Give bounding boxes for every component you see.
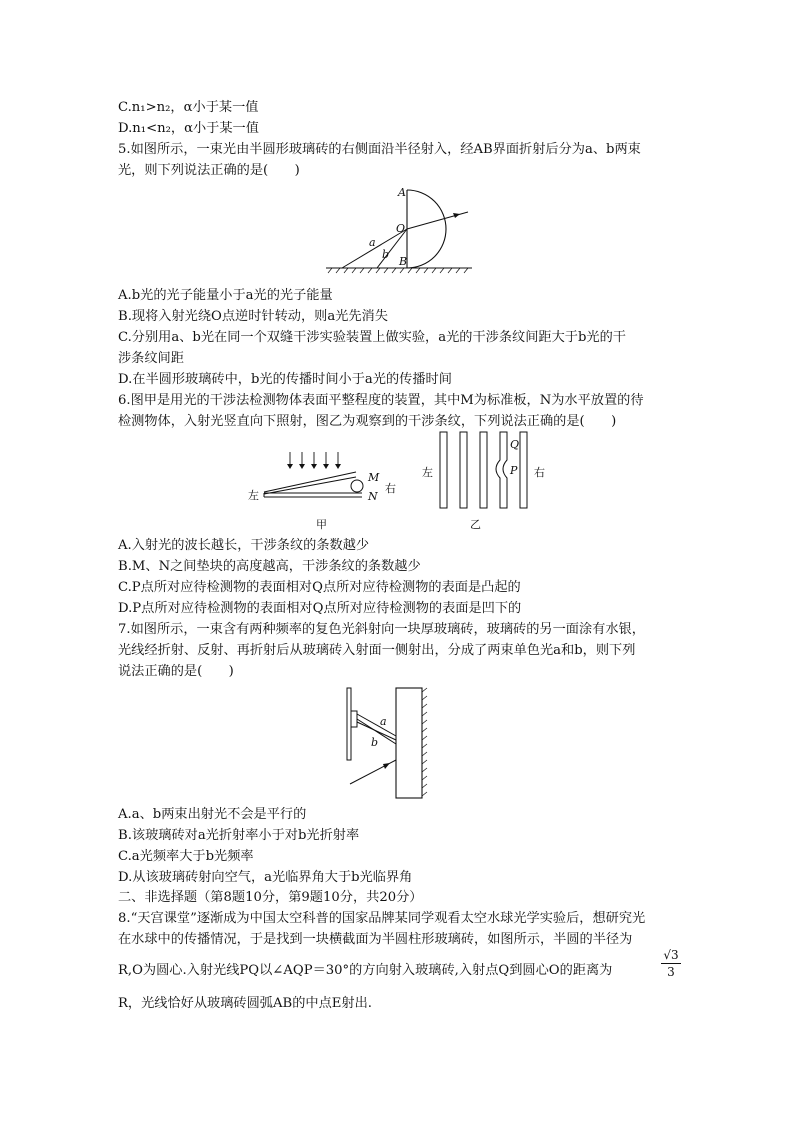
q7-label-b: b (371, 736, 379, 749)
q6-figure-yi (418, 430, 548, 534)
q5-label-o: O (396, 222, 406, 235)
q8-line3: R,O为圆心.入射光线PQ以∠AQP＝30°的方向射入玻璃砖,入射点Q到圆心O的距离为 (118, 963, 613, 978)
q7-stem-line3: 说法正确的是( ) (118, 664, 234, 679)
q6-option-d: D.P点所对应待检测物的表面相对Q点所对应待检测物的表面是凹下的 (118, 601, 522, 616)
q6-label-right: 右 (385, 482, 396, 495)
q5-label-b-point: B (399, 255, 408, 268)
q8-fraction (661, 948, 681, 979)
q6-option-b: B.M、N之间垫块的高度越高，干涉条纹的条数越少 (118, 559, 421, 574)
q5-option-c-line2: 涉条纹间距 (118, 351, 184, 366)
q8-line1: 8.“天宫课堂”逐渐成为中国太空科普的国家品牌某同学观看太空水球光学实验后，想研究光 (118, 911, 646, 926)
q7-option-d: D.从该玻璃砖射向空气，a光临界角大于b光临界角 (118, 870, 413, 885)
q5-figure (322, 182, 482, 274)
q6-yi-label-right: 右 (534, 466, 545, 479)
q8-line4: R，光线恰好从玻璃砖圆弧AB的中点E射出. (118, 996, 372, 1011)
q7-label-a: a (380, 715, 387, 728)
q6-option-c: C.P点所对应待检测物的表面相对Q点所对应待检测物的表面是凸起的 (118, 580, 521, 595)
q7-figure (340, 684, 440, 800)
q4-option-d: D.n₁<n₂，α小于某一值 (118, 121, 259, 136)
q5-option-d: D.在半圆形玻璃砖中，b光的传播时间小于a光的传播时间 (118, 372, 452, 387)
q5-option-b: B.现将入射光绕O点逆时针转动，则a光先消失 (118, 309, 388, 324)
q5-stem-line2: 光，则下列说法正确的是( ) (118, 163, 300, 178)
q6-option-a: A.入射光的波长越长，干涉条纹的条数越少 (118, 538, 370, 553)
q7-option-c: C.a光频率大于b光频率 (118, 849, 254, 864)
q6-stem-line2: 检测物体，入射光竖直向下照射，图乙为观察到的干涉条纹，下列说法正确的是( ) (118, 414, 617, 429)
q6-yi-label-left: 左 (422, 466, 433, 479)
q7-option-b: B.该玻璃砖对a光折射率小于对b光折射率 (118, 828, 360, 843)
q5-option-c-line1: C.分别用a、b光在同一个双缝干涉实验装置上做实验，a光的干涉条纹间距大于b光的干 (118, 330, 626, 345)
section2-heading: 二、非选择题（第8题10分，第9题10分，共20分） (118, 890, 423, 905)
q6-stem-line1: 6.图甲是用光的干涉法检测物体表面平整程度的装置，其中M为标准板，N为水平放置的待 (118, 393, 644, 408)
q8-fraction-denominator: 3 (667, 965, 675, 979)
q8-fraction-numerator: √3 (661, 948, 681, 964)
q6-label-left: 左 (248, 489, 259, 502)
q7-option-a: A.a、b两束出射光不会是平行的 (118, 807, 307, 822)
q6-label-p: P (510, 464, 518, 477)
q5-label-a-point: A (398, 186, 406, 199)
q5-stem-line1: 5.如图所示，一束光由半圆形玻璃砖的右侧面沿半径射入，经AB界面折射后分为a、b两束 (118, 142, 641, 157)
q6-label-m: M (368, 471, 380, 484)
q4-option-c: C.n₁>n₂，α小于某一值 (118, 100, 259, 115)
q8-line2: 在水球中的传播情况，于是找到一块横截面为半圆柱形玻璃砖，如图所示，半圆的半径为 (118, 932, 633, 947)
q7-stem-line2: 光线经折射、反射、再折射后从玻璃砖入射面一侧射出，分成了两束单色光a和b，则下列 (118, 643, 636, 658)
q6-caption-yi: 乙 (470, 518, 481, 531)
q5-label-ray-a: a (369, 236, 376, 249)
q6-label-q: Q (510, 438, 520, 451)
q6-figure-jia (244, 450, 404, 532)
q7-stem-line1: 7.如图所示，一束含有两种频率的复色光斜射向一块厚玻璃砖，玻璃砖的另一面涂有水银， (118, 622, 645, 637)
q5-label-ray-b: b (382, 248, 390, 261)
q5-option-a: A.b光的光子能量小于a光的光子能量 (118, 288, 333, 303)
q6-caption-jia: 甲 (316, 518, 327, 531)
q6-label-n: N (368, 490, 378, 503)
